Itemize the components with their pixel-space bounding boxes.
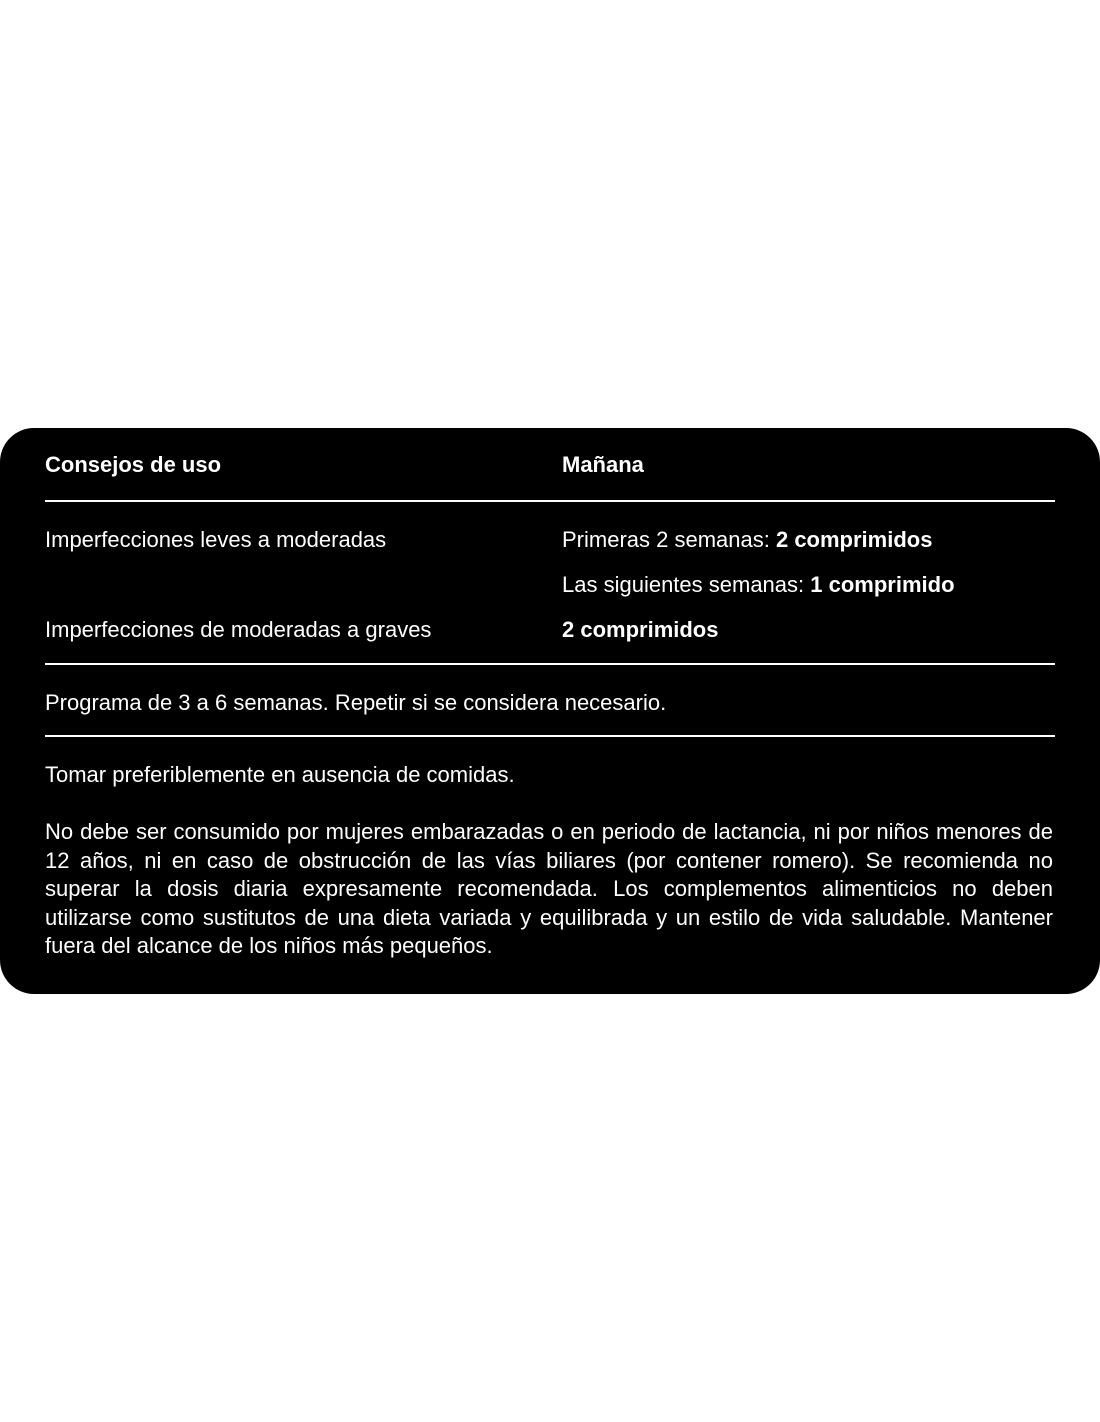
program-text: Programa de 3 a 6 semanas. Repetir si se considera necesario. <box>45 690 667 715</box>
condition-label: Imperfecciones leves a moderadas <box>45 527 387 552</box>
dose-amount: 2 comprimidos <box>775 527 933 552</box>
dose-line <box>562 616 718 644</box>
divider <box>45 500 1055 502</box>
dose-line <box>562 571 955 599</box>
instruction-text: Tomar preferiblemente en ausencia de comidas. <box>45 762 515 787</box>
dose-amount: 1 comprimido <box>810 572 955 597</box>
warning-text: No debe ser consumido por mujeres embarazadas o en periodo de lactancia, ni por niños menores de 12 años, ni en caso de obstrucción de las vías biliares (por contener romero). Se recomienda no superar la dosis diaria expresamente recomendada. Los complementos alimenticios no deben utilizarse como sustitutos de una dieta variada y equilibrada y un estilo de vida saludable. Mantener fuera del alcance de los niños más pequeños. <box>45 819 1053 959</box>
condition-label: Imperfecciones de moderadas a graves <box>45 617 432 642</box>
dose-period: Primeras 2 semanas: <box>562 527 776 552</box>
dose-amount: 2 comprimidos <box>562 617 719 642</box>
dose-line <box>562 526 932 554</box>
header-usage-advice: Consejos de uso <box>45 452 222 477</box>
usage-advice-card <box>0 428 1100 994</box>
divider <box>45 663 1055 665</box>
dose-period: Las siguientes semanas: <box>562 572 811 597</box>
divider <box>45 735 1055 737</box>
header-morning: Mañana <box>562 452 644 477</box>
